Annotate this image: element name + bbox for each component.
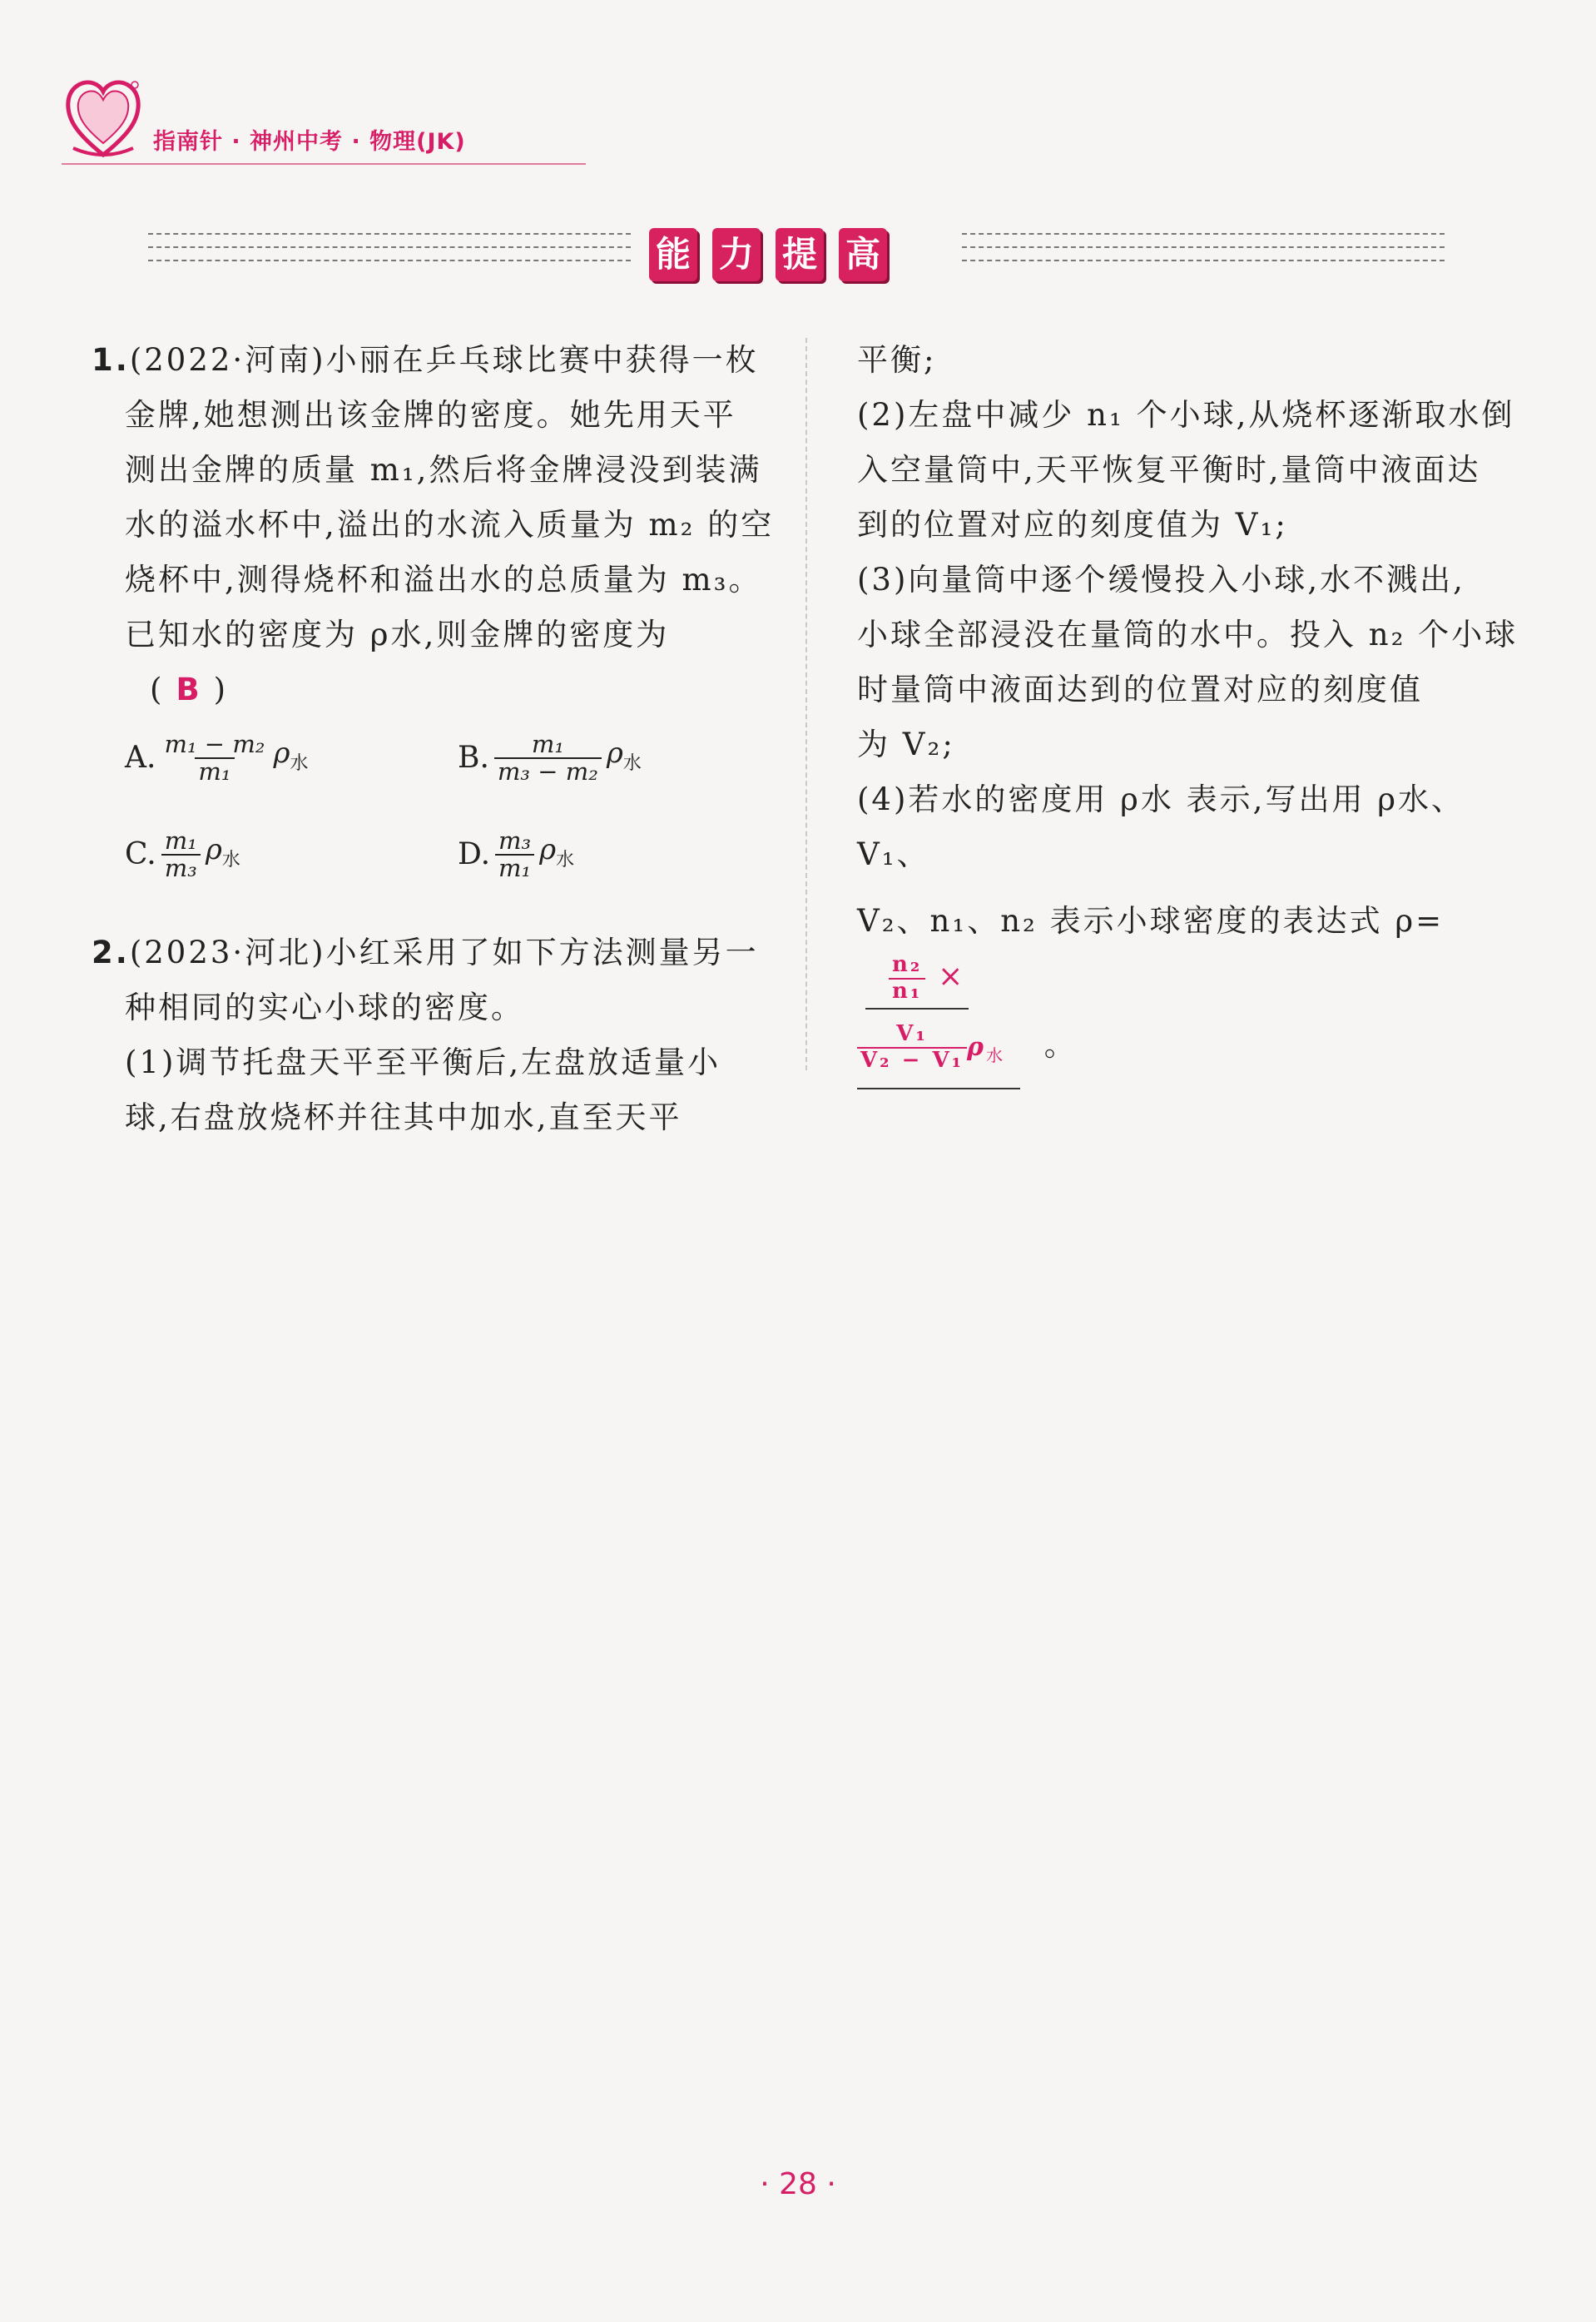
header-rule <box>62 163 586 165</box>
option-c <box>125 822 240 888</box>
q2-step3-line: (3)向量筒中逐个缓慢投入小球,水不溅出, <box>857 562 1465 598</box>
fraction-denominator: m₃ <box>161 854 201 882</box>
fraction-numerator: m₁ <box>531 729 564 758</box>
banner-char: 高 <box>839 228 887 281</box>
fraction-denominator: n₁ <box>889 978 925 1005</box>
rho-symbol <box>273 726 308 791</box>
q1-number: 1. <box>92 342 130 378</box>
banner-char: 提 <box>776 228 824 281</box>
q1-last-line <box>92 608 784 717</box>
option-fraction <box>494 729 602 786</box>
rho-symbol <box>607 726 642 791</box>
publisher-logo <box>62 68 145 165</box>
fraction-denominator: m₃ − m₂ <box>494 757 602 786</box>
q2-step4-line: (4)若水的密度用 ρ水 表示,写出用 ρ水、V₁、 <box>857 781 1465 872</box>
q2-answer-line <box>857 1018 1523 1089</box>
q1-stem <box>92 333 784 388</box>
answer-fraction-v <box>857 1022 967 1074</box>
section-banner <box>649 228 887 281</box>
end-mark: 。 <box>1043 1027 1078 1063</box>
answer-paren-open: ( <box>150 672 165 707</box>
rho-subscript: 水 <box>556 849 575 871</box>
q2-line: (2023·河北)小红采用了如下方法测量另一 <box>129 935 759 970</box>
q2-step4-line: V₂、n₁、n₂ 表示小球密度的表达式 ρ= <box>857 903 1445 939</box>
rho-symbol <box>539 822 574 888</box>
option-label: C. <box>125 837 156 872</box>
option-fraction <box>495 828 534 883</box>
q1-line: 水的溢水杯中,溢出的水流入质量为 m₂ 的空 <box>125 507 775 543</box>
q1-line: 烧杯中,测得烧杯和溢出水的总质量为 m₃。 <box>125 562 762 598</box>
q2-step1-line: 平衡; <box>857 342 937 378</box>
fraction-numerator: m₁ − m₂ <box>164 729 265 758</box>
option-label: B. <box>458 741 489 776</box>
q2-step2-line: 到的位置对应的刻度值为 V₁; <box>857 507 1288 543</box>
option-d <box>458 822 574 888</box>
banner-dashes-left <box>148 233 631 281</box>
rho-letter: ρ <box>606 737 623 770</box>
rho-letter: ρ <box>205 833 222 866</box>
fraction-denominator: V₂ − V₁ <box>857 1047 967 1074</box>
times-sign: × <box>938 960 966 994</box>
question-2 <box>92 925 784 1145</box>
left-column <box>92 333 784 1145</box>
q1-options <box>125 726 784 934</box>
q1-line: 测出金牌的质量 m₁,然后将金牌浸没到装满 <box>125 452 762 488</box>
rho-subscript: 水 <box>290 752 309 774</box>
answer-blank-2 <box>857 1018 1020 1089</box>
answer-blank-1 <box>865 949 969 1010</box>
q1-line: (2022·河南)小丽在乒乓球比赛中获得一枚 <box>129 342 759 378</box>
q2-number: 2. <box>92 935 130 970</box>
q2-step4-last-line <box>857 894 1523 1010</box>
question-1 <box>92 333 784 934</box>
banner-dashes-right <box>962 233 1445 281</box>
rho-subscript: 水 <box>221 849 240 871</box>
column-divider <box>805 338 807 1070</box>
q1-answer: B <box>176 672 202 707</box>
q1-line: 金牌,她想测出该金牌的密度。她先用天平 <box>125 397 736 433</box>
rho-symbol <box>206 822 240 888</box>
q2-step1-line: (1)调节托盘天平至平衡后,左盘放适量小 <box>125 1044 721 1080</box>
q2-line: 种相同的实心小球的密度。 <box>125 990 524 1025</box>
fraction-numerator: n₂ <box>892 951 923 977</box>
rho-letter: ρ <box>273 737 290 770</box>
right-column <box>857 333 1523 1089</box>
q2-step2-line: 入空量筒中,天平恢复平衡时,量筒中液面达 <box>857 452 1481 488</box>
fraction-denominator: m₁ <box>495 854 534 882</box>
rho-letter: ρ <box>539 833 557 866</box>
option-label: A. <box>125 741 156 776</box>
fraction-denominator: m₁ <box>195 757 234 786</box>
banner-char: 能 <box>649 228 697 281</box>
option-fraction <box>161 729 268 786</box>
rho-subscript: 水 <box>985 1045 1005 1065</box>
rho-subscript: 水 <box>622 752 642 774</box>
banner-char: 力 <box>712 228 761 281</box>
q2-step3-line: 时量筒中液面达到的位置对应的刻度值 <box>857 672 1423 707</box>
option-b <box>458 726 642 791</box>
fraction-numerator: V₁ <box>896 1020 928 1046</box>
q2-step3-line: 为 V₂; <box>857 727 955 762</box>
answer-rho <box>967 1033 1005 1065</box>
q1-line: 已知水的密度为 ρ水,则金牌的密度为 <box>125 617 670 652</box>
rho-letter: ρ <box>967 1033 986 1062</box>
option-label: D. <box>458 837 491 872</box>
option-fraction <box>161 828 201 883</box>
option-a <box>125 726 308 791</box>
q2-step1-line: 球,右盘放烧杯并往其中加水,直至天平 <box>125 1099 682 1135</box>
q2-step2-line: (2)左盘中减少 n₁ 个小球,从烧杯逐渐取水倒 <box>857 397 1515 433</box>
fraction-numerator: m₃ <box>498 826 532 855</box>
series-title: 指南针 · 神州中考 · 物理(JK) <box>153 129 466 155</box>
q2-step3-line: 小球全部浸没在量筒的水中。投入 n₂ 个小球 <box>857 617 1519 652</box>
answer-paren-close: ) <box>213 672 229 707</box>
fraction-numerator: m₁ <box>164 826 197 855</box>
answer-fraction-n <box>889 953 925 1005</box>
page-number: · 28 · <box>760 2167 836 2201</box>
